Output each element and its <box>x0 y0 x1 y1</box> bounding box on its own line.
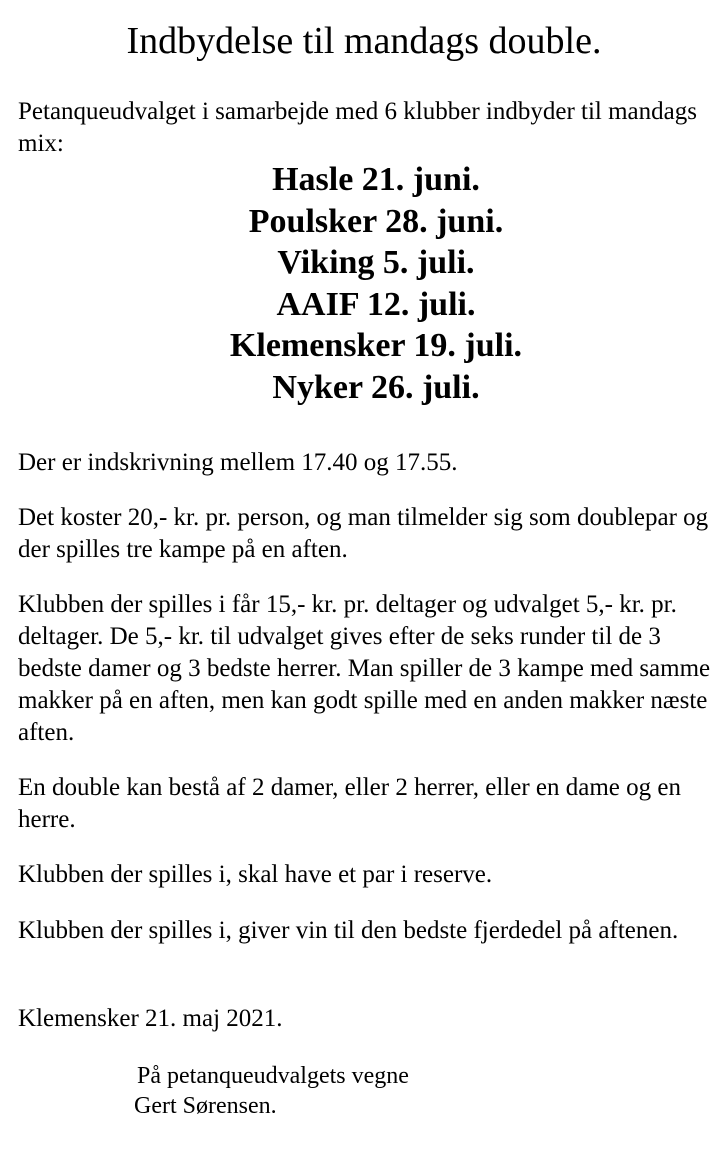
intro-paragraph: Petanqueudvalget i samarbejde med 6 klubber indbyder til mandags mix: <box>18 98 697 157</box>
event-date-klemensker: Klemensker 19. juli. <box>229 327 523 364</box>
event-dates-list <box>0 159 728 408</box>
event-date-aaif: AAIF 12. juli. <box>276 285 476 323</box>
page-title: Indbydelse til mandags double. <box>126 20 602 62</box>
signature-name: Gert Sørensen. <box>134 1093 277 1119</box>
event-date-poulsker: Poulsker 28. juni. <box>248 202 504 240</box>
wine-prize-paragraph: Klubben der spilles i, giver vin til den bedste fjerdedel på aftenen. <box>18 917 679 944</box>
registration-time-paragraph: Der er indskrivning mellem 17.40 og 17.55. <box>18 449 458 476</box>
signature-on-behalf: På petanqueudvalgets vegne <box>137 1063 409 1089</box>
reserve-paragraph: Klubben der spilles i, skal have et par i reserve. <box>18 861 493 888</box>
event-date-hasle: Hasle 21. juni. <box>272 161 480 198</box>
price-paragraph: Det koster 20,- kr. pr. person, og man tilmelder sig som doublepar og der spilles tre kampe på en aften. <box>18 504 709 563</box>
event-date-viking: Viking 5. juli. <box>277 244 475 281</box>
fee-distribution-paragraph: Klubben der spilles i får 15,- kr. pr. deltager og udvalget 5,- kr. pr. deltager. De 5,- kr. til udvalget gives efter de seks runder til de 3 bedste damer og 3 bedste herrer. Man spiller de 3 kampe med samme makker på en aften, men kan godt spille med en anden makker næste aften. <box>18 591 711 746</box>
place-date-line: Klemensker 21. maj 2021. <box>18 1005 283 1032</box>
double-composition-paragraph: En double kan bestå af 2 damer, eller 2 herrer, eller en dame og en herre. <box>18 774 681 833</box>
event-date-nyker: Nyker 26. juli. <box>272 368 480 406</box>
